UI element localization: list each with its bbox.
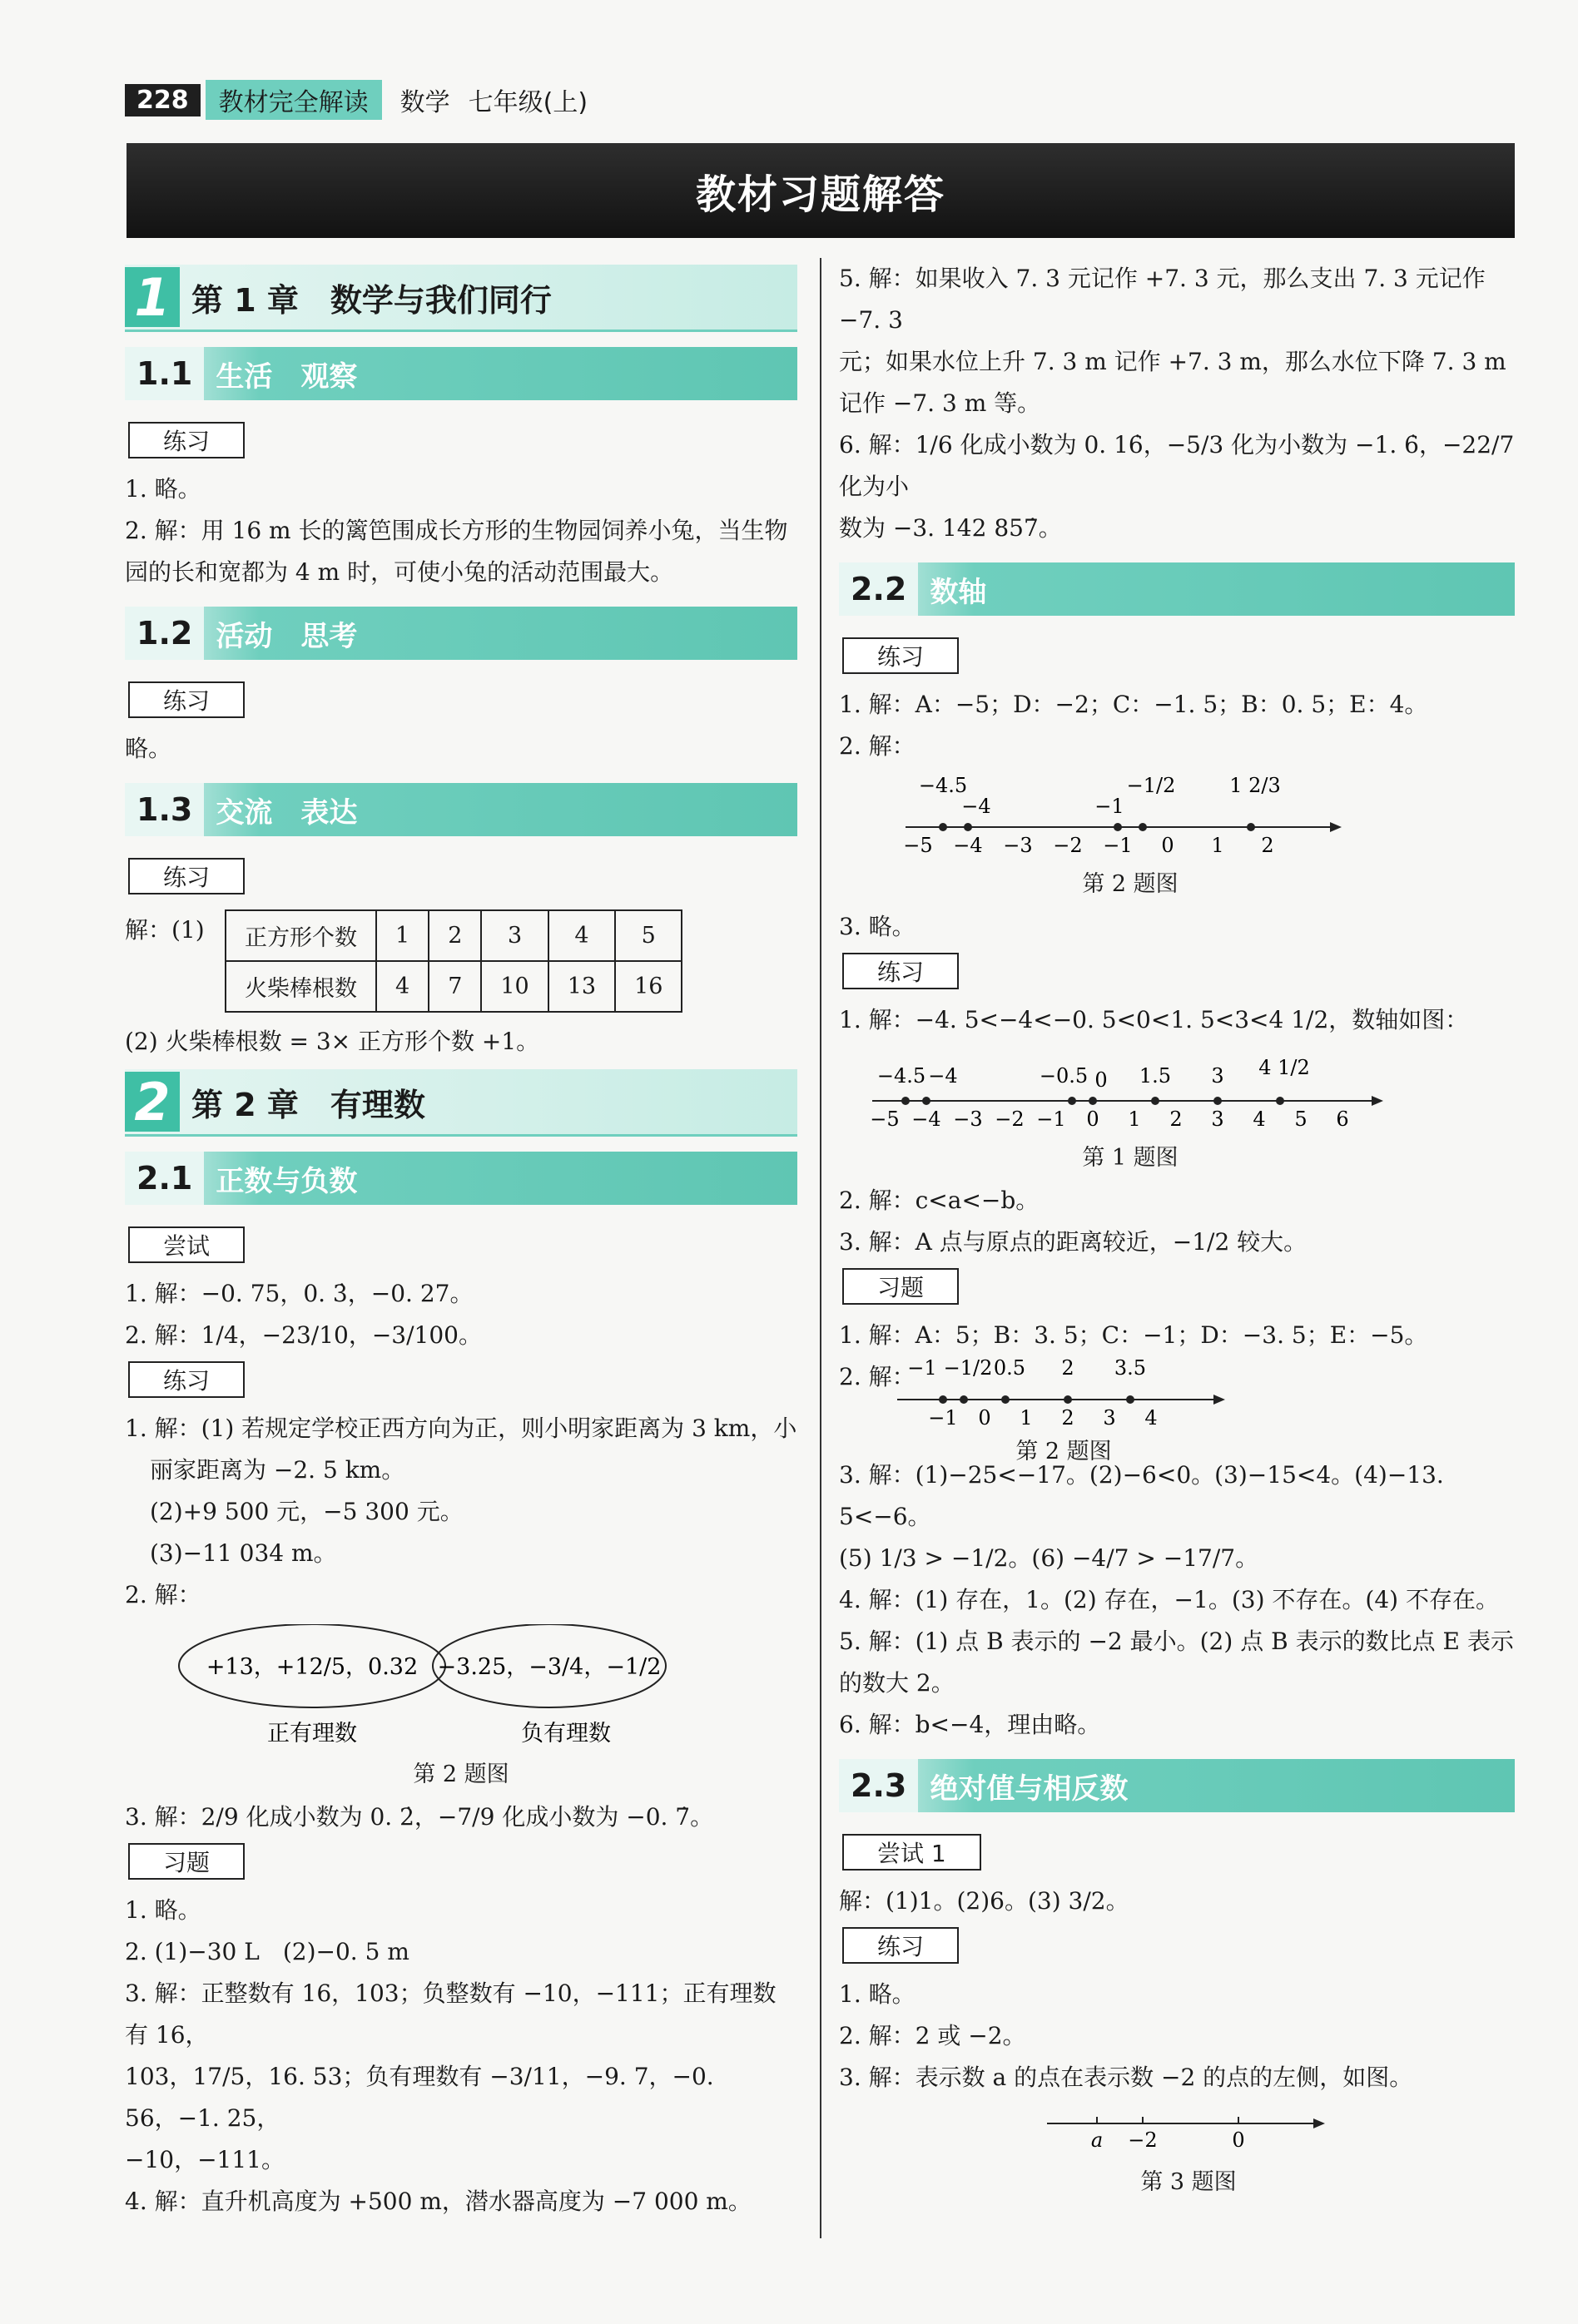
number-line-2 [864, 1049, 1397, 1132]
chapter-title: 第 2 章 有理数 [191, 1086, 425, 1123]
section-number: 1.3 [125, 783, 204, 836]
tick-label: 6 [1336, 1107, 1349, 1131]
tick-label: 4 [1144, 1406, 1158, 1430]
rational-sets-figure [125, 1624, 797, 1788]
answer-line: 略。 [125, 735, 172, 762]
answer-line: (5) 1/3 > −1/2。(6) −4/7 > −17/7。 [839, 1544, 1259, 1572]
answer-line: 解：(1) [125, 916, 205, 944]
point-label: a [1090, 2128, 1104, 2152]
answer-line: 2. 解： [839, 1363, 916, 1390]
point-label: −0.5 [1039, 1064, 1089, 1088]
tick-label: −3 [1003, 834, 1033, 857]
number-line-4 [1039, 2107, 1338, 2157]
section-title: 数轴 [930, 575, 987, 609]
answer-line: 4. 解：直升机高度为 +500 m，潜水器高度为 −7 000 m。 [125, 2188, 752, 2215]
answer-line: 记作 −7. 3 m 等。 [839, 389, 1041, 417]
chapter-badge: 1 [125, 267, 180, 327]
table-cell: 4 [376, 961, 429, 1012]
axis-arrow-icon [1330, 822, 1342, 832]
section-2-1 [125, 1152, 797, 1205]
answer-line: 4. 解：(1) 存在，1。(2) 存在，−1。(3) 不存在。(4) 不存在。 [839, 1586, 1499, 1613]
point [960, 1395, 968, 1404]
point [1114, 823, 1122, 831]
question-2-block [839, 1356, 1515, 1464]
point-label: −1 [1094, 795, 1124, 818]
answer-line: 1. 解：−0. 75，0. 3̇，−0. 27。 [125, 1280, 474, 1307]
figure-caption: 第 3 题图 [1140, 2169, 1237, 2195]
section-2-3 [839, 1759, 1515, 1812]
tick-label: 3 [1211, 1107, 1224, 1131]
tick-label: 2 [1261, 834, 1274, 857]
point-label: −1 [907, 1356, 937, 1380]
answer-line: 3. 解：表示数 a 的点在表示数 −2 的点的左侧，如图。 [839, 2064, 1413, 2091]
answer-line: 3. 解：A 点与原点的距离较近，−1/2 较大。 [839, 1228, 1308, 1256]
point-label: 1.5 [1139, 1064, 1172, 1088]
table-cell: 3 [481, 910, 548, 961]
negative-set-members: −3.25，−3/4，−1/2 [437, 1654, 662, 1680]
book-title: 教材完全解读 [206, 80, 382, 120]
answer-line: 1. 略。 [125, 1896, 201, 1924]
section-1-2 [125, 607, 797, 660]
table-cell: 5 [615, 910, 682, 961]
point-label: −4.5 [918, 775, 968, 797]
answer-line: 1. 解：A：−5；D：−2；C：−1. 5；B：0. 5；E：4。 [839, 691, 1428, 718]
point [964, 823, 972, 831]
exercise-tag: 练习 [842, 1927, 959, 1964]
section-title: 生活 观察 [216, 359, 358, 394]
tick-label: 1 [1211, 834, 1224, 857]
number-line-1 [897, 775, 1363, 859]
point-label: −4 [928, 1064, 958, 1088]
answer-line: (3)−11 034 m。 [150, 1539, 337, 1567]
answer-line: 解：(1)1。(2)6。(3) 3/2。 [839, 1887, 1129, 1915]
left-column [125, 258, 797, 2222]
column-divider [820, 258, 821, 2238]
answer-line: 5. 解：如果收入 7. 3 元记作 +7. 3 元，那么支出 7. 3 元记作 −7. 3 [839, 265, 1486, 334]
chapter-2-header [125, 1069, 797, 1137]
figure-caption: 第 1 题图 [1082, 1145, 1179, 1171]
answer-line: 1. 解：A：5；B：3. 5；C：−1；D：−3. 5；E：−5。 [839, 1321, 1428, 1349]
answer-line: 1. 略。 [125, 475, 201, 503]
point-label: 0 [1094, 1068, 1108, 1092]
exercise-tag: 练习 [128, 1361, 245, 1398]
tick-label: −3 [953, 1107, 983, 1131]
answer-line: 6. 解：1/6 化成小数为 0. 16̇，−5/3 化为小数为 −1. 6̇，−22/7 化为小 [839, 431, 1515, 500]
tick-label: 1 [1128, 1107, 1141, 1131]
figure-caption: 第 2 题图 [1082, 871, 1179, 897]
homework-tag: 习题 [842, 1268, 959, 1305]
number-line-figure-1 [839, 775, 1515, 898]
point [1247, 823, 1255, 831]
table-cell: 7 [429, 961, 481, 1012]
point-label: −2 [1128, 2128, 1158, 2152]
tick-label: 0 [1086, 1107, 1099, 1131]
section-title: 绝对值与相反数 [930, 1771, 1129, 1806]
negative-set-label: 负有理数 [521, 1721, 611, 1747]
answer-line: 2. 解：c<a<−b。 [839, 1187, 1040, 1214]
point [939, 823, 947, 831]
point [922, 1097, 930, 1105]
answer-line: 2. 解：1/4，−23/10，−3/100。 [125, 1321, 482, 1349]
point [1068, 1097, 1076, 1105]
tick-label: −1 [1103, 834, 1133, 857]
positive-set-members: +13，+12/5，0.32 [206, 1654, 419, 1680]
exercise-tag: 练习 [128, 422, 245, 458]
point [1139, 823, 1147, 831]
answer-line: 1. 略。 [839, 1980, 916, 2008]
right-column [839, 258, 1515, 2204]
exercise-tag: 练习 [128, 858, 245, 894]
exercise-tag: 练习 [842, 637, 959, 674]
axis-arrow-icon [1372, 1096, 1383, 1106]
try-tag: 尝试 1 [842, 1834, 981, 1871]
answer-line: 2. 解：2 或 −2。 [839, 2022, 1026, 2049]
section-number: 1.1 [125, 347, 204, 400]
section-title: 活动 思考 [216, 619, 358, 653]
answer-line: −10，−111。 [125, 2146, 285, 2173]
answer-line: (2)+9 500 元，−5 300 元。 [150, 1498, 464, 1525]
point-label: 3.5 [1114, 1356, 1147, 1380]
section-title: 正数与负数 [216, 1164, 358, 1198]
chapter-1-header [125, 265, 797, 332]
axis-ticks [928, 1406, 1157, 1430]
point-label: 0 [1232, 2128, 1245, 2152]
table-cell: 火柴棒根数 [226, 961, 376, 1012]
answer-line: 103，17/5，16. 53；负有理数有 −3/11，−9. 7，−0. 56，−1. 25， [125, 2063, 714, 2132]
answer-line: 数为 −3. 142 857̇。 [839, 514, 1062, 542]
point [939, 1395, 947, 1404]
tick-label: −4 [953, 834, 983, 857]
axis-arrow-icon [1313, 2118, 1325, 2128]
tick-label: 1 [1020, 1406, 1033, 1430]
point [1276, 1097, 1284, 1105]
table-cell: 10 [481, 961, 548, 1012]
point-label: −1/2 [1126, 775, 1176, 797]
answer-line: 园的长和宽都为 4 m 时，可使小兔的活动范围最大。 [125, 558, 674, 586]
tick-label: −2 [1053, 834, 1083, 857]
table-row [226, 961, 682, 1012]
exercise-tag: 练习 [128, 681, 245, 718]
answer-line: 的数大 2。 [839, 1669, 955, 1697]
table-cell: 正方形个数 [226, 910, 376, 961]
answer-line: 2. 解： [839, 732, 916, 760]
tick-label: −2 [995, 1107, 1025, 1131]
point-label: 3 [1211, 1064, 1224, 1088]
tick-label: 5 [1294, 1107, 1308, 1131]
answer-line: 3. 解：(1)−25<−17。(2)−6<0。(3)−15<4。(4)−13. 5<−6。 [839, 1461, 1444, 1530]
answer-line: 2. 解： [125, 1581, 201, 1608]
point-label: −4 [961, 795, 991, 818]
table-cell: 1 [376, 910, 429, 961]
axis-ticks [903, 834, 1273, 857]
matchstick-table [225, 909, 682, 1013]
table-cell: 16 [615, 961, 682, 1012]
point [1213, 1097, 1222, 1105]
answer-line: 1. 解：−4. 5<−4<−0. 5<0<1. 5<3<4 1/2，数轴如图： [839, 1006, 1469, 1033]
section-number: 2.1 [125, 1152, 204, 1205]
try-tag: 尝试 [128, 1226, 245, 1263]
table-cell: 2 [429, 910, 481, 961]
table-cell: 4 [548, 910, 615, 961]
answer-line: 丽家距离为 −2. 5 km。 [150, 1456, 405, 1484]
point [901, 1097, 910, 1105]
point [1126, 1395, 1134, 1404]
point-label: −1/2 [943, 1356, 993, 1380]
answer-line: 2. (1)−30 L (2)−0. 5 m [125, 1938, 409, 1965]
point [1064, 1395, 1072, 1404]
point [1001, 1395, 1010, 1404]
point [1089, 1097, 1097, 1105]
answer-line: 2. 解：用 16 m 长的篱笆围成长方形的生物园饲养小兔，当生物 [125, 517, 788, 544]
tick-label: −5 [870, 1107, 900, 1131]
tick-label: 0 [1161, 834, 1174, 857]
figure-caption: 第 2 题图 [1015, 1439, 1112, 1464]
tick-label: −1 [1036, 1107, 1066, 1131]
table-row [226, 910, 682, 961]
section-number: 2.2 [839, 562, 918, 616]
positive-set-label: 正有理数 [267, 1721, 357, 1747]
point-label: −4.5 [876, 1064, 926, 1088]
axis-ticks [870, 1107, 1348, 1131]
answer-line: (2) 火柴棒根数 = 3× 正方形个数 +1。 [125, 1028, 540, 1055]
answer-line: 3. 解：正整数有 16，103；负整数有 −10，−111；正有理数有 16， [125, 1980, 777, 2049]
tick-label: 2 [1061, 1406, 1074, 1430]
chapter-badge: 2 [125, 1072, 180, 1132]
number-line-figure-2 [839, 1049, 1515, 1172]
page-number: 228 [125, 84, 201, 116]
tick-label: −4 [911, 1107, 941, 1131]
homework-tag: 习题 [128, 1843, 245, 1880]
answer-line: 1. 解：(1) 若规定学校正西方向为正，则小明家距离为 3 km，小 [125, 1415, 797, 1442]
section-title: 交流 表达 [216, 795, 358, 830]
chapter-title: 第 1 章 数学与我们同行 [191, 281, 552, 319]
answer-line: 6. 解：b<−4，理由略。 [839, 1711, 1101, 1738]
section-1-3 [125, 783, 797, 836]
tick-label: 4 [1253, 1107, 1266, 1131]
answer-line: 元；如果水位上升 7. 3 m 记作 +7. 3 m，那么水位下降 7. 3 m [839, 348, 1506, 375]
point [1151, 1097, 1159, 1105]
sets-diagram [125, 1624, 724, 1749]
grade: 七年级(上) [468, 88, 588, 117]
section-number: 1.2 [125, 607, 204, 660]
tick-label: −5 [903, 834, 933, 857]
number-line-3 [889, 1356, 1238, 1431]
section-number: 2.3 [839, 1759, 918, 1812]
number-line-figure-4 [839, 2107, 1515, 2196]
axis-arrow-icon [1213, 1395, 1225, 1405]
point-label: 4 1/2 [1258, 1056, 1310, 1079]
answer-line: 3. 略。 [839, 913, 916, 940]
exercise-tag: 练习 [842, 953, 959, 989]
tick-label: −1 [928, 1406, 958, 1430]
answer-line: 5. 解：(1) 点 B 表示的 −2 最小。(2) 点 B 表示的数比点 E 表示 [839, 1628, 1514, 1655]
tick-label: 0 [978, 1406, 991, 1430]
table-cell: 13 [548, 961, 615, 1012]
page-header [125, 80, 588, 120]
page-banner: 教材习题解答 [127, 143, 1515, 238]
section-1-1 [125, 347, 797, 400]
subject: 数学 [399, 88, 450, 117]
tick-label: 3 [1103, 1406, 1116, 1430]
point-label: 1 2/3 [1229, 775, 1281, 797]
answer-line: 3. 解：2/9 化成小数为 0. 2̇，−7/9 化成小数为 −0. 7̇。 [125, 1803, 714, 1831]
tick-label: 2 [1169, 1107, 1183, 1131]
point-label: 2 [1061, 1356, 1074, 1380]
section-2-2 [839, 562, 1515, 616]
figure-caption: 第 2 题图 [413, 1762, 509, 1787]
point-label: 0.5 [993, 1356, 1026, 1380]
